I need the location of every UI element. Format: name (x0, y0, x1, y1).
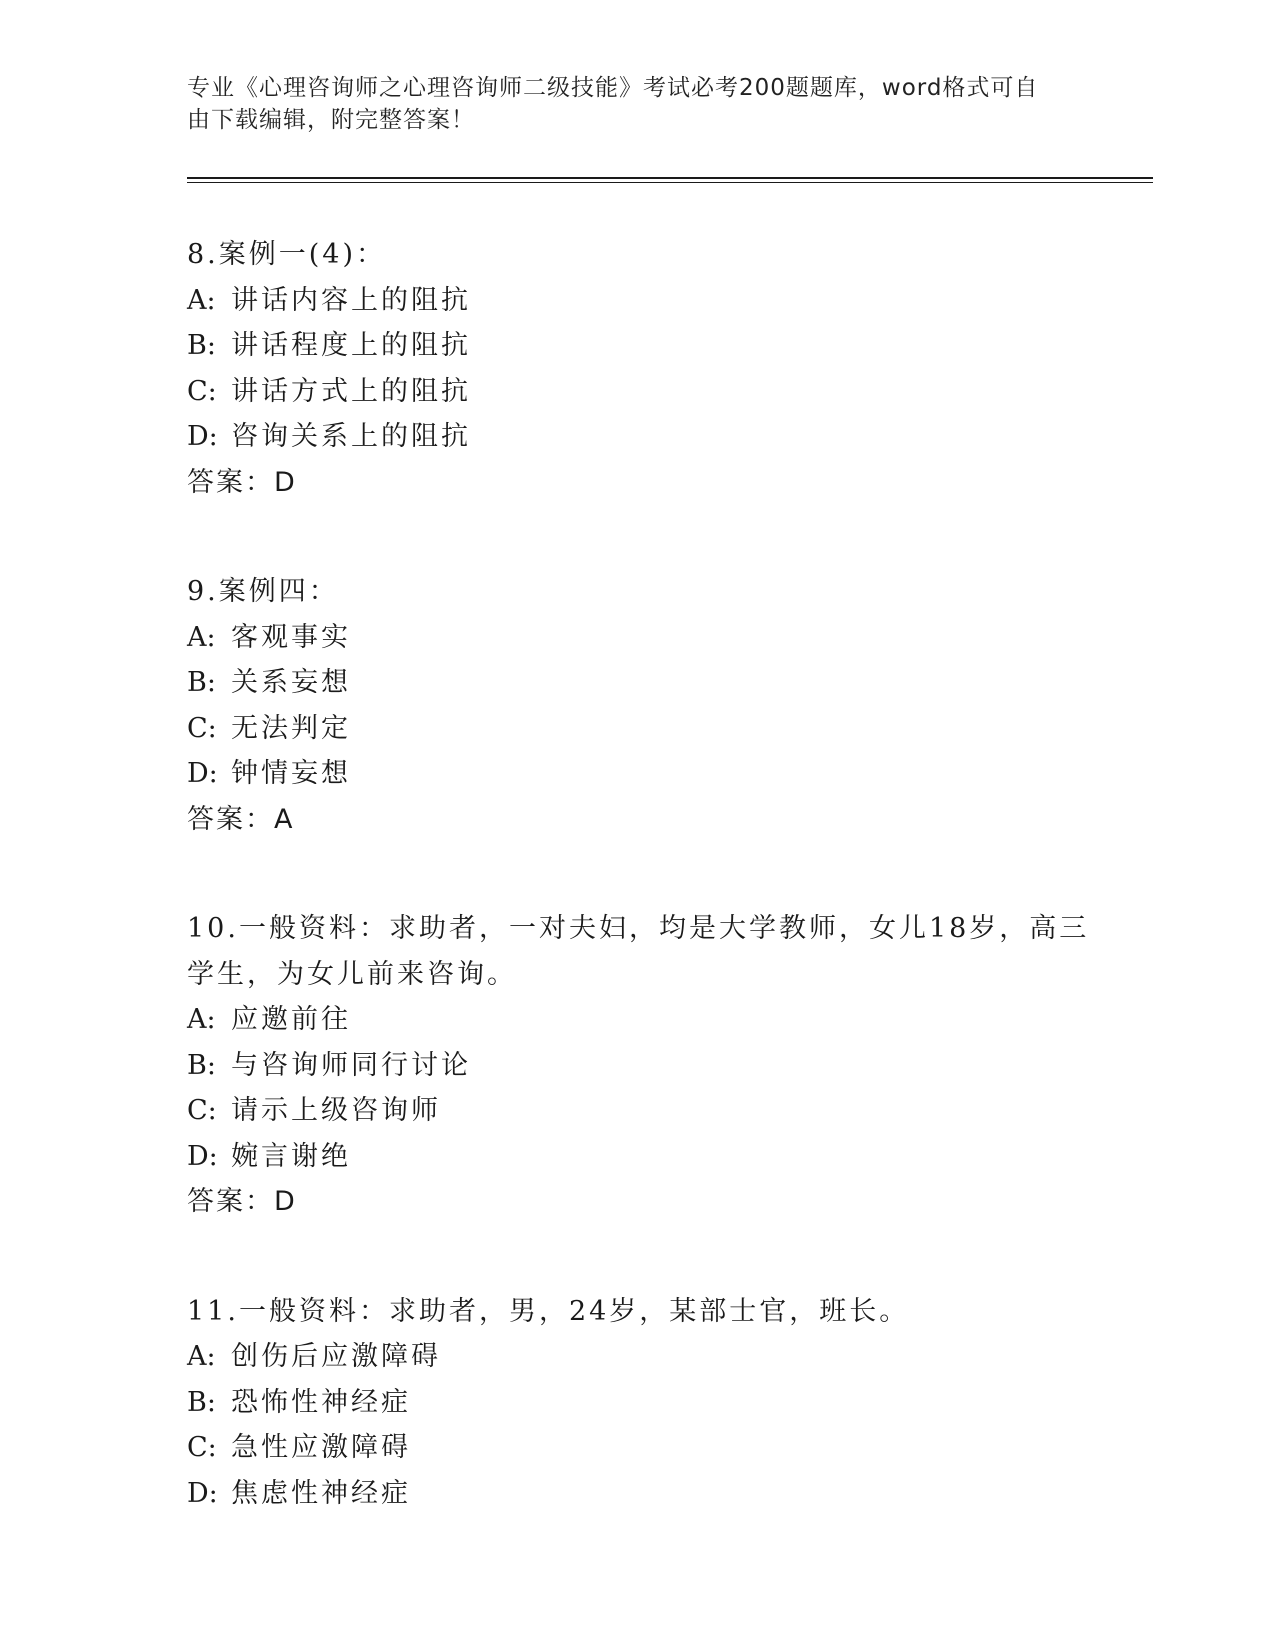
option-text: 讲话程度上的阻抗 (231, 330, 471, 361)
question-list (187, 232, 1090, 1580)
question-8 (187, 232, 1067, 505)
option-letter: B: (187, 330, 216, 361)
option-b (187, 660, 1067, 706)
option-letter: D: (187, 1140, 218, 1172)
option-letter: D: (187, 421, 218, 452)
question-10 (187, 906, 1090, 1225)
option-d (187, 751, 1067, 797)
option-b (187, 1380, 1067, 1426)
header-line-1: 专业《心理咨询师之心理咨询师二级技能》考试必考200题题库，word格式可自 (187, 75, 1039, 101)
option-d (187, 1471, 1067, 1517)
option-letter: D: (187, 758, 218, 789)
option-a (187, 278, 1067, 324)
option-a (187, 1334, 1067, 1380)
question-stem-line-1: 10.一般资料：求助者，一对夫妇，均是大学教师，女儿18岁，高三 (187, 913, 1090, 944)
option-letter: A: (187, 1341, 216, 1372)
option-text: 创伤后应激障碍 (231, 1341, 441, 1372)
option-text: 讲话方式上的阻抗 (231, 375, 471, 407)
option-text: 焦虑性神经症 (231, 1477, 411, 1509)
option-letter: B: (187, 1049, 216, 1081)
question-stem-line-2: 学生，为女儿前来咨询。 (187, 958, 517, 990)
option-letter: A: (187, 1004, 216, 1035)
option-text: 与咨询师同行讨论 (231, 1049, 471, 1081)
header-divider-top (187, 177, 1153, 179)
option-letter: C: (187, 1432, 217, 1463)
option-letter: B: (187, 1386, 216, 1418)
option-text: 讲话内容上的阻抗 (231, 284, 471, 316)
option-text: 无法判定 (231, 712, 351, 744)
option-text: 请示上级咨询师 (231, 1095, 441, 1126)
question-stem: 9.案例四： (187, 576, 339, 607)
header-divider-bottom (187, 182, 1153, 183)
option-d (187, 414, 1067, 460)
option-a (187, 997, 1067, 1043)
option-letter: A: (187, 284, 216, 316)
answer-line: 答案：D (187, 1186, 297, 1217)
option-c (187, 1425, 1067, 1471)
option-letter: D: (187, 1477, 218, 1509)
option-letter: C: (187, 712, 217, 744)
option-c (187, 369, 1067, 415)
option-b (187, 1043, 1067, 1089)
option-text: 急性应激障碍 (231, 1432, 411, 1463)
option-c (187, 1088, 1067, 1134)
option-b (187, 323, 1067, 369)
option-text: 钟情妄想 (231, 758, 351, 789)
question-11 (187, 1289, 1067, 1517)
question-stem: 11.一般资料：求助者，男，24岁，某部士官，班长。 (187, 1295, 910, 1327)
question-stem: 8.案例一(4)： (187, 239, 387, 270)
option-letter: B: (187, 667, 216, 698)
option-text: 恐怖性神经症 (231, 1386, 411, 1418)
option-d (187, 1134, 1067, 1180)
option-text: 应邀前往 (231, 1004, 351, 1035)
option-a (187, 615, 1067, 661)
answer-line: 答案：D (187, 466, 297, 498)
header-line-2: 由下载编辑，附完整答案！ (187, 107, 475, 133)
question-9 (187, 569, 1067, 842)
option-letter: C: (187, 375, 217, 407)
option-letter: A: (187, 621, 216, 653)
document-header (187, 72, 1067, 136)
option-letter: C: (187, 1095, 217, 1126)
option-text: 关系妄想 (231, 667, 351, 698)
answer-line: 答案：A (187, 803, 295, 835)
option-text: 客观事实 (231, 621, 351, 653)
option-text: 婉言谢绝 (231, 1140, 351, 1172)
option-text: 咨询关系上的阻抗 (231, 421, 471, 452)
option-c (187, 706, 1067, 752)
